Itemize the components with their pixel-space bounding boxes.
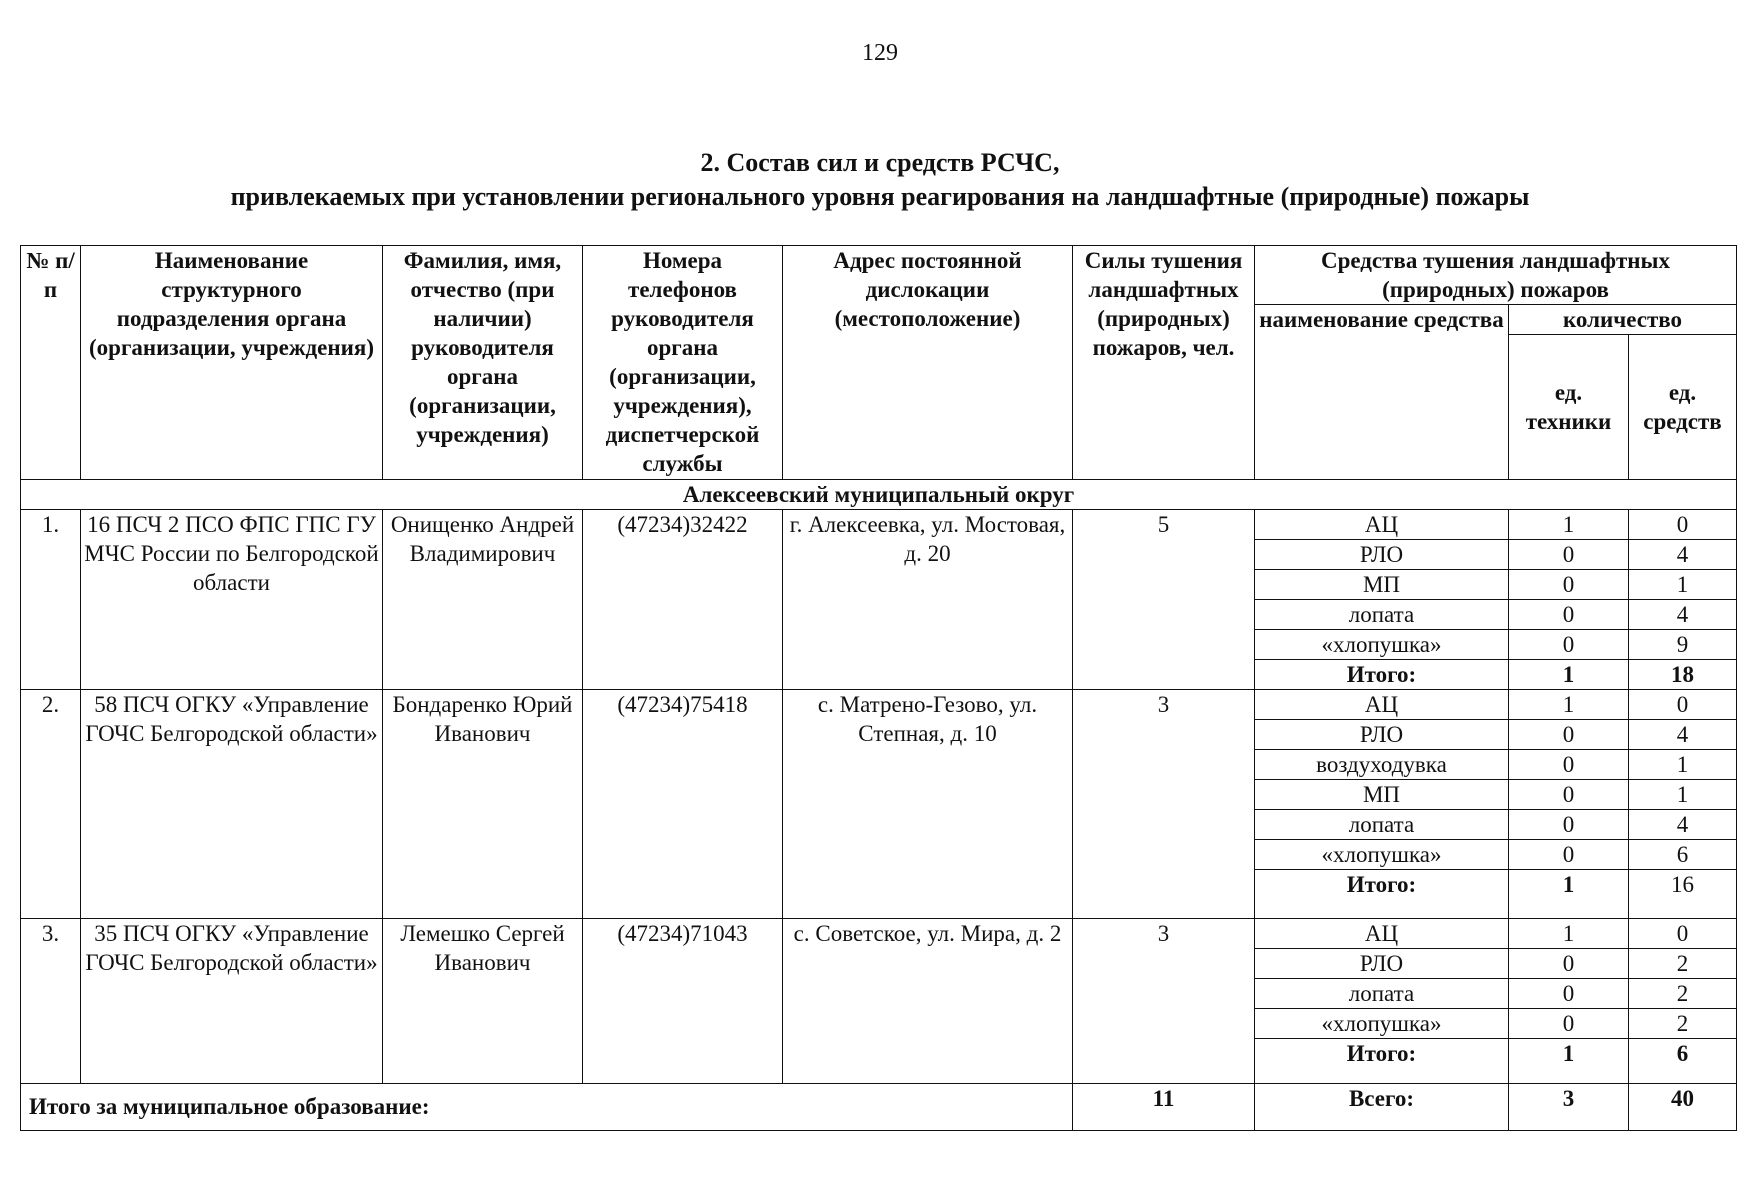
- means-name: «хлопушка»: [1255, 630, 1509, 660]
- qty-means: 9: [1629, 630, 1737, 660]
- head-name: Онищенко Андрей Владимирович: [383, 510, 583, 690]
- qty-tech: 0: [1509, 979, 1629, 1009]
- qty-means: 4: [1629, 720, 1737, 750]
- document-title: [60, 146, 1700, 214]
- header-means: Средства тушения ландшафтных (природных) пожаров: [1255, 246, 1737, 305]
- qty-means: 1: [1629, 570, 1737, 600]
- subtotal-label: Итого:: [1255, 1039, 1509, 1084]
- qty-tech: 0: [1509, 720, 1629, 750]
- title-line-1: 2. Состав сил и средств РСЧС,: [700, 148, 1060, 177]
- means-name: АЦ: [1255, 690, 1509, 720]
- phone: (47234)75418: [583, 690, 783, 919]
- region-name: Алексеевский муниципальный округ: [21, 480, 1737, 510]
- header-phones: Номера телефонов руководителя органа (организации, учреждения), диспетчерской службы: [583, 246, 783, 480]
- head-name: Бондаренко Юрий Иванович: [383, 690, 583, 919]
- row-num: 1.: [21, 510, 81, 690]
- qty-tech: 0: [1509, 1009, 1629, 1039]
- means-name: «хлопушка»: [1255, 840, 1509, 870]
- phone: (47234)71043: [583, 919, 783, 1084]
- qty-tech: 0: [1509, 840, 1629, 870]
- grand-total-forces: 11: [1073, 1084, 1255, 1131]
- qty-tech: 0: [1509, 540, 1629, 570]
- qty-tech: 0: [1509, 780, 1629, 810]
- row-num: 3.: [21, 919, 81, 1084]
- qty-means: 1: [1629, 750, 1737, 780]
- subtotal-tech: 1: [1509, 870, 1629, 919]
- unit-name: 16 ПСЧ 2 ПСО ФПС ГПС ГУ МЧС России по Белгородской области: [81, 510, 383, 690]
- qty-means: 2: [1629, 1009, 1737, 1039]
- means-name: воздуходувка: [1255, 750, 1509, 780]
- qty-means: 0: [1629, 690, 1737, 720]
- title-line-2: привлекаемых при установлении регионального уровня реагирования на ландшафтные (природные) пожары: [230, 182, 1530, 211]
- means-name: лопата: [1255, 979, 1509, 1009]
- subtotal-means: 6: [1629, 1039, 1737, 1084]
- means-name: лопата: [1255, 600, 1509, 630]
- region-row: [21, 480, 1737, 510]
- header-unit-name: Наименование структурного подразделения органа (организации, учреждения): [81, 246, 383, 480]
- table-row: [21, 690, 1737, 720]
- row-num: 2.: [21, 690, 81, 919]
- grand-total-label: Итого за муниципальное образование:: [21, 1084, 1073, 1131]
- table-row: [21, 919, 1737, 949]
- means-name: АЦ: [1255, 510, 1509, 540]
- unit-name: 35 ПСЧ ОГКУ «Управление ГОЧС Белгородской области»: [81, 919, 383, 1084]
- subtotal-means: 18: [1629, 660, 1737, 690]
- qty-means: 2: [1629, 979, 1737, 1009]
- qty-tech: 0: [1509, 570, 1629, 600]
- means-name: РЛО: [1255, 540, 1509, 570]
- header-row-1: [21, 246, 1737, 305]
- means-name: лопата: [1255, 810, 1509, 840]
- qty-means: 2: [1629, 949, 1737, 979]
- qty-tech: 1: [1509, 919, 1629, 949]
- means-name: МП: [1255, 570, 1509, 600]
- qty-tech: 1: [1509, 510, 1629, 540]
- grand-total-means: 40: [1629, 1084, 1737, 1131]
- unit-name: 58 ПСЧ ОГКУ «Управление ГОЧС Белгородской области»: [81, 690, 383, 919]
- header-forces: Силы тушения ландшафтных (природных) пожаров, чел.: [1073, 246, 1255, 480]
- header-head-name: Фамилия, имя, отчество (при наличии) руководителя органа (организации, учреждения): [383, 246, 583, 480]
- forces-table: [20, 245, 1737, 1131]
- phone: (47234)32422: [583, 510, 783, 690]
- subtotal-label: Итого:: [1255, 870, 1509, 919]
- qty-tech: 0: [1509, 630, 1629, 660]
- header-means-name: наименование средства: [1255, 305, 1509, 480]
- qty-means: 4: [1629, 540, 1737, 570]
- header-quantity: количество: [1509, 305, 1737, 335]
- subtotal-tech: 1: [1509, 1039, 1629, 1084]
- means-name: РЛО: [1255, 720, 1509, 750]
- header-qty-means: ед. средств: [1629, 335, 1737, 480]
- head-name: Лемешко Сергей Иванович: [383, 919, 583, 1084]
- address: с. Советское, ул. Мира, д. 2: [783, 919, 1073, 1084]
- address: с. Матрено-Гезово, ул. Степная, д. 10: [783, 690, 1073, 919]
- header-num: № п/п: [21, 246, 81, 480]
- qty-tech: 0: [1509, 750, 1629, 780]
- qty-means: 6: [1629, 840, 1737, 870]
- table-row: [21, 510, 1737, 540]
- qty-tech: 0: [1509, 810, 1629, 840]
- page-number: 129: [862, 40, 898, 66]
- grand-total-tech: 3: [1509, 1084, 1629, 1131]
- qty-means: 0: [1629, 510, 1737, 540]
- forces-count: 5: [1073, 510, 1255, 690]
- qty-tech: 0: [1509, 600, 1629, 630]
- header-address: Адрес постоянной дислокации (местоположение): [783, 246, 1073, 480]
- qty-tech: 1: [1509, 690, 1629, 720]
- subtotal-means: 16: [1629, 870, 1737, 919]
- grand-total-all-label: Всего:: [1255, 1084, 1509, 1131]
- means-name: «хлопушка»: [1255, 1009, 1509, 1039]
- qty-tech: 0: [1509, 949, 1629, 979]
- forces-count: 3: [1073, 690, 1255, 919]
- means-name: РЛО: [1255, 949, 1509, 979]
- qty-means: 1: [1629, 780, 1737, 810]
- subtotal-label: Итого:: [1255, 660, 1509, 690]
- qty-means: 4: [1629, 600, 1737, 630]
- header-qty-tech: ед. техники: [1509, 335, 1629, 480]
- means-name: АЦ: [1255, 919, 1509, 949]
- qty-means: 4: [1629, 810, 1737, 840]
- qty-means: 0: [1629, 919, 1737, 949]
- subtotal-tech: 1: [1509, 660, 1629, 690]
- means-name: МП: [1255, 780, 1509, 810]
- grand-total-row: [21, 1084, 1737, 1131]
- address: г. Алексеевка, ул. Мостовая, д. 20: [783, 510, 1073, 690]
- forces-count: 3: [1073, 919, 1255, 1084]
